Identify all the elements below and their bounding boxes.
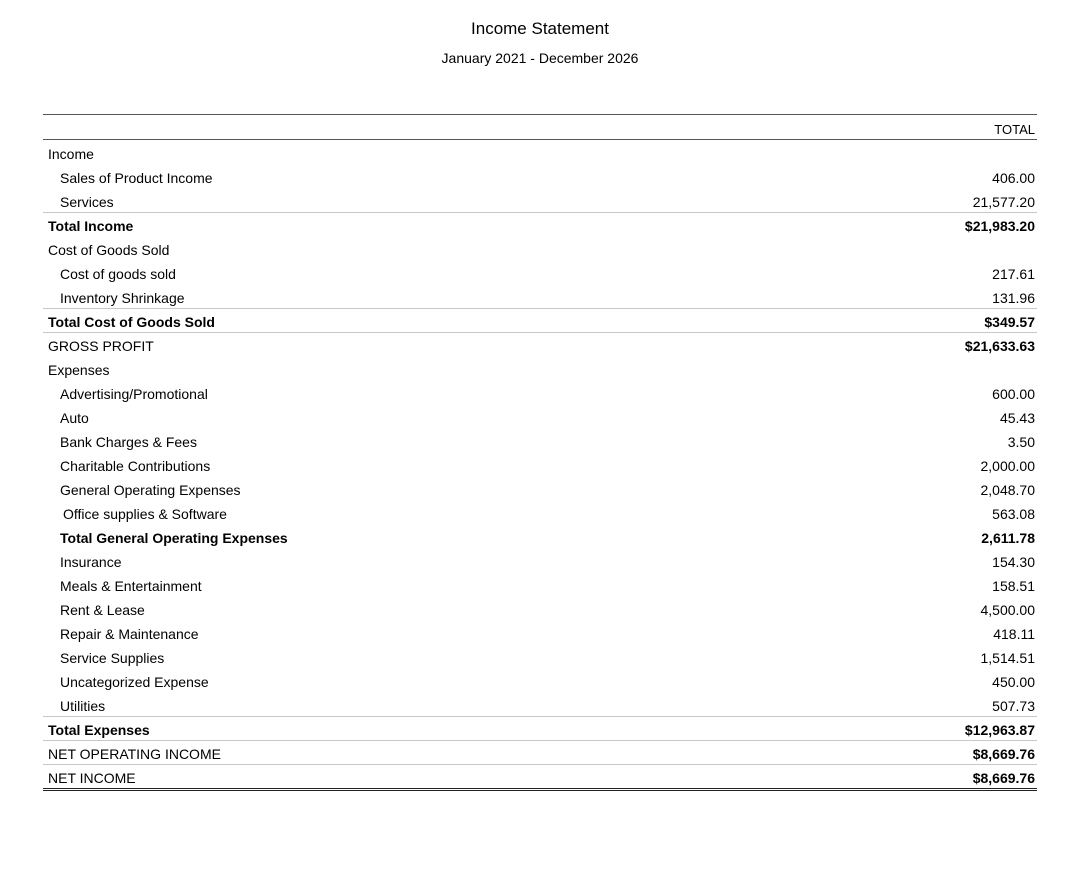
line-label: Insurance: [60, 554, 122, 570]
expense-subline-row: [43, 500, 1037, 524]
line-amount: 600.00: [992, 386, 1035, 402]
line-label: Auto: [60, 410, 89, 426]
income-statement-table: [43, 114, 1037, 791]
line-label: Sales of Product Income: [60, 170, 213, 186]
total-cogs-row: [43, 308, 1037, 332]
line-amount: 4,500.00: [980, 602, 1035, 618]
line-amount: 45.43: [999, 410, 1035, 426]
line-amount: 131.96: [992, 290, 1035, 306]
net-operating-income-row: [43, 740, 1037, 764]
line-label: Bank Charges & Fees: [60, 434, 197, 450]
expense-line-row: [43, 548, 1037, 572]
net-income-amount: $8,669.76: [972, 770, 1035, 786]
line-amount: 3.50: [1007, 434, 1035, 450]
total-amount: $21,983.20: [964, 218, 1035, 234]
line-amount: 450.00: [992, 674, 1035, 690]
income-section-row: [43, 140, 1037, 164]
line-label: Services: [60, 194, 114, 210]
total-label: Total Income: [48, 218, 134, 234]
cogs-section-row: [43, 236, 1037, 260]
line-amount: 563.08: [992, 506, 1035, 522]
line-label: Rent & Lease: [60, 602, 145, 618]
line-amount: 158.51: [992, 578, 1035, 594]
report-period: January 2021 - December 2026: [441, 50, 639, 66]
line-amount: 217.61: [992, 266, 1035, 282]
net-operating-income-label: NET OPERATING INCOME: [48, 746, 221, 762]
income-line-row: [43, 188, 1037, 212]
expense-line-row: [43, 644, 1037, 668]
expense-line-row: [43, 452, 1037, 476]
line-label: Cost of goods sold: [60, 266, 176, 282]
expense-line-row: [43, 476, 1037, 500]
total-amount: $12,963.87: [964, 722, 1035, 738]
subtotal-label: Total General Operating Expenses: [60, 530, 288, 546]
line-amount: 21,577.20: [972, 194, 1035, 210]
line-label: Charitable Contributions: [60, 458, 211, 474]
expense-line-row: [43, 596, 1037, 620]
total-amount: $349.57: [984, 314, 1035, 330]
cogs-line-row: [43, 260, 1037, 284]
line-label: Inventory Shrinkage: [60, 290, 185, 306]
gross-profit-label: GROSS PROFIT: [48, 338, 154, 354]
net-income-row: [43, 764, 1037, 791]
net-income-label: NET INCOME: [48, 770, 136, 786]
net-operating-income-amount: $8,669.76: [972, 746, 1035, 762]
line-label: Service Supplies: [60, 650, 165, 666]
expense-line-row: [43, 572, 1037, 596]
line-amount: 507.73: [992, 698, 1035, 714]
section-label: Cost of Goods Sold: [48, 242, 170, 258]
total-income-row: [43, 212, 1037, 236]
gross-profit-amount: $21,633.63: [964, 338, 1035, 354]
line-label: Advertising/Promotional: [60, 386, 208, 402]
report-title: Income Statement: [471, 19, 609, 38]
column-header-row: [43, 115, 1037, 140]
expense-line-row: [43, 428, 1037, 452]
line-amount: 1,514.51: [980, 650, 1035, 666]
line-label: Office supplies & Software: [63, 506, 227, 522]
general-operating-subtotal-row: [43, 524, 1037, 548]
line-amount: 418.11: [993, 626, 1035, 642]
expense-line-row: [43, 692, 1037, 716]
line-amount: 2,000.00: [980, 458, 1035, 474]
line-amount: 2,048.70: [980, 482, 1035, 498]
expense-line-row: [43, 404, 1037, 428]
line-label: Meals & Entertainment: [60, 578, 202, 594]
expenses-section-row: [43, 356, 1037, 380]
gross-profit-row: [43, 332, 1037, 356]
section-label: Income: [48, 146, 94, 162]
line-label: Utilities: [60, 698, 106, 714]
cogs-line-row: [43, 284, 1037, 308]
section-label: Expenses: [48, 362, 110, 378]
income-line-row: [43, 164, 1037, 188]
line-label: General Operating Expenses: [60, 482, 241, 498]
total-column-header: TOTAL: [994, 122, 1035, 137]
expense-line-row: [43, 668, 1037, 692]
total-label: Total Expenses: [48, 722, 150, 738]
line-label: Uncategorized Expense: [60, 674, 209, 690]
expense-line-row: [43, 380, 1037, 404]
expense-line-row: [43, 620, 1037, 644]
line-amount: 154.30: [992, 554, 1035, 570]
line-amount: 406.00: [992, 170, 1035, 186]
subtotal-amount: 2,611.78: [981, 530, 1035, 546]
total-expenses-row: [43, 716, 1037, 740]
total-label: Total Cost of Goods Sold: [48, 314, 215, 330]
line-label: Repair & Maintenance: [60, 626, 199, 642]
